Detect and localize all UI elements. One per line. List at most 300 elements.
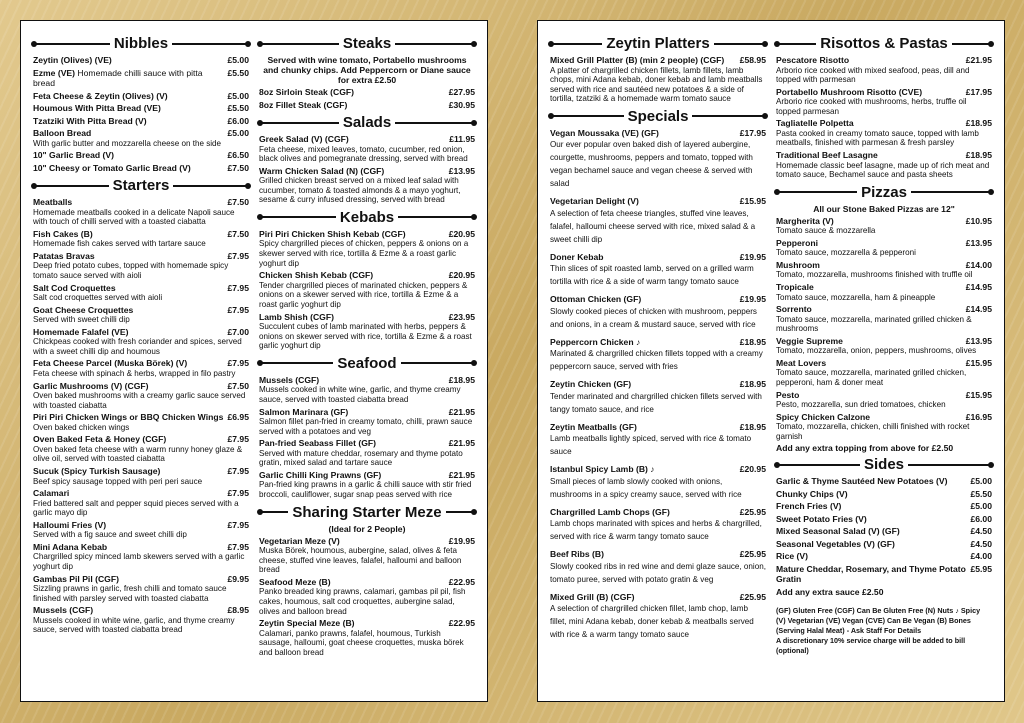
item-name [259,407,348,418]
item-name-text: Mixed Grill (B) (CGF) [550,591,635,602]
item-price: £14.95 [965,304,992,315]
item-name [776,150,878,161]
menu-item [33,542,249,572]
menu-item-row [550,464,766,475]
menu-item [33,381,249,411]
item-price: £17.95 [965,86,992,97]
heading-rule [398,216,475,218]
section-title: Salads [342,114,392,131]
item-name [33,116,147,127]
menu-item-row [776,238,992,249]
item-description: Succulent cubes of lamb marinated with herbs, peppers & onions on skewer served with rice, tortilla & Ezme & a roast garlic yoghurt dip [259,322,472,351]
menu-item [776,304,992,334]
item-name [259,100,347,111]
item-price: £4.50 [970,538,992,549]
item-price: £7.95 [227,282,249,293]
section-note: Add any extra topping from above for £2.50 [776,443,954,454]
menu-item [33,251,249,281]
menu-item [776,55,992,85]
menu-item-row [259,577,475,588]
menu-item-row [259,407,475,418]
item-price: £7.50 [227,228,249,239]
item-price: £7.00 [227,326,249,337]
heading-rule [33,43,110,45]
item-name [33,283,116,294]
item-name-text: Pepperoni [776,237,819,248]
item-price: £7.95 [227,466,249,476]
item-price: £4.50 [970,526,992,537]
item-name [776,514,867,525]
menu-item-row [259,536,475,547]
menu-item-row [550,507,766,518]
heading-rule [259,43,339,45]
item-description: Oven baked chicken wings [33,422,130,432]
item-price: £23.95 [448,311,475,322]
menu-item [259,87,475,98]
section-title: Starters [112,177,170,195]
legend-line: (Serving Halal Meat) - Ask Staff For Details [776,625,922,635]
item-name [776,412,870,423]
menu-item [33,283,249,303]
menu-item-row [550,252,766,263]
item-name [33,197,72,208]
heading-rule [259,362,333,364]
item-price: £20.95 [448,228,475,239]
menu-item-row [550,379,766,390]
item-name-text: Doner Kebab [550,251,604,262]
heading-rule [259,122,339,124]
item-name-text: Mushroom [776,259,820,270]
heading-rule [550,115,624,117]
menu-item [33,520,249,540]
item-name [259,438,376,449]
item-name-text: Veggie Supreme [776,335,843,346]
item-description: Served with sweet chilli dip [33,315,130,325]
menu-item [776,390,992,410]
menu-item-row [776,260,992,271]
column-4 [776,33,992,693]
menu-item-row [776,358,992,369]
menu-item-row [33,412,249,423]
item-name-text: Greek Salad (V) (CGF) [259,134,349,144]
item-name-text: Portabello Mushroom Risotto (CVE) [776,86,923,97]
menu-item [776,87,992,117]
item-description: Tomato sauce & mozzarella [776,226,876,236]
menu-item-row [33,283,249,294]
section-heading [776,184,992,201]
item-name [259,577,331,588]
item-name [33,128,91,139]
section-starters [33,175,249,637]
item-name [776,238,818,249]
item-price: £5.00 [227,90,249,101]
item-price: £5.00 [227,55,249,65]
menu-item [776,238,992,258]
menu-item [33,116,249,127]
item-name [33,358,187,369]
item-name [776,476,947,487]
item-name-text: Tzatziki With Pitta Bread (V) [33,115,147,126]
menu-item [550,337,766,374]
item-price: £18.95 [448,374,475,385]
item-description: Calamari, panko prawns, falafel, houmous, Turkish sausage, halloumi, goat cheese croquettes, muska börek and balloon bread [259,628,464,657]
menu-item [33,163,249,174]
item-name [33,434,166,445]
item-price: £13.95 [965,335,992,346]
item-name [33,103,161,114]
heading-rule [714,43,766,45]
menu-item-row [33,68,249,89]
heading-rule [776,43,816,45]
item-name [259,87,354,98]
item-name [33,381,149,392]
menu-item-row [259,470,475,481]
item-price: £7.50 [227,162,249,173]
item-price: £9.95 [227,573,249,584]
menu-item [776,526,992,537]
heading-rule [776,464,860,466]
item-name-text: Houmous With Pitta Bread (VE) [33,103,161,113]
item-price: £5.00 [970,501,992,512]
item-price: £21.95 [448,406,475,417]
menu-item [33,150,249,161]
item-price: £6.95 [227,412,249,423]
item-name-text: Zeytin Chicken (GF) [550,379,632,390]
item-name [550,55,724,66]
menu-item-row [33,163,249,174]
item-name-text: Tropicale [776,282,814,293]
item-price: £7.95 [227,434,249,445]
item-name [550,337,640,348]
item-description: With garlic butter and mozzarella cheese on the side [33,138,222,148]
heading-rule [911,191,992,193]
menu-item [259,100,475,111]
menu-item [33,197,249,227]
section-title: Nibbles [113,35,169,52]
menu-item [550,294,766,331]
item-description: Tomato, mozzarella, onion, peppers, mushrooms, olives [776,346,977,356]
item-description: Sizzling prawns in garlic, fresh chilli and tomato sauce finished with parsley served with toasted ciabatta [33,584,227,603]
item-name-text: Pesto [776,389,800,400]
menu-item [259,536,475,575]
item-price: £58.95 [739,55,766,65]
menu-item [33,305,249,325]
menu-item [776,216,992,236]
menu-page-left [20,20,488,702]
item-description: Arborio rice cooked with mixed seafood, peas, dill and topped with parmesan [776,65,970,85]
item-name [776,390,799,401]
item-name-text: Rice (V) [776,551,808,562]
item-name [550,549,604,560]
item-name [550,379,631,390]
menu-item [776,150,992,180]
menu-item [550,252,766,289]
item-price: £5.95 [970,563,992,574]
item-name-text: Mussels (CGF) [259,374,320,385]
item-description: Pesto, mozzarella, sun dried tomatoes, chicken [776,400,946,410]
menu-item [33,466,249,486]
item-name-text: Seasonal Vegetables (V) (GF) [776,538,895,549]
item-name [33,251,95,262]
menu-item-row [259,134,475,145]
item-name-text: Meatballs [33,197,73,208]
menu-item [259,618,475,657]
item-price: £20.95 [448,270,475,281]
item-name-text: Chunky Chips (V) [776,488,848,499]
item-name [33,150,114,161]
item-description: Homemade fish cakes served with tartare sauce [33,239,206,249]
item-price: £6.00 [970,513,992,524]
item-price: £15.95 [965,357,992,368]
item-description: Tender chargrilled pieces of marinated chicken, peppers & onions on a skewer served with rice, tortilla & Ezme & a roast garlic yoghurt dip [259,280,468,309]
item-description: Tomato sauce, mozzarella & pepperoni [776,248,916,258]
item-price: £18.95 [739,336,766,347]
section-title: Sides [863,456,905,474]
item-name [776,304,812,315]
menu-item-row [550,592,766,603]
menu-item-row [33,150,249,161]
heading-rule [952,43,992,45]
section-title: Pizzas [861,183,907,201]
menu-item-row [550,422,766,433]
item-name-text: Goat Cheese Croquettes [33,304,134,315]
item-price: £6.50 [227,150,249,161]
section-subtitle: (Ideal for 2 People) [328,523,406,534]
item-name [259,270,373,281]
menu-item-row [259,270,475,281]
menu-item-row [776,390,992,401]
heading-rule [172,43,249,45]
menu-item-row [33,434,249,445]
item-price: £25.95 [739,549,766,560]
item-name-text: Mussels (CGF) [33,605,94,616]
menu-item [33,412,249,432]
section-subtitle: All our Stone Baked Pizzas are 12" [813,203,955,214]
menu-item [259,270,475,309]
heading-rule [259,216,336,218]
item-name-text: Zeytin Special Meze (B) [259,618,355,629]
item-price: £30.95 [448,99,475,110]
menu-item [776,564,992,585]
menu-item-row [776,476,992,487]
item-name [550,196,639,207]
menu-item [33,574,249,604]
item-price: £6.00 [227,115,249,126]
item-name-text: Homemade Falafel (VE) [33,326,129,337]
item-name [776,216,834,227]
menu-item [776,336,992,356]
item-name [33,163,191,174]
item-name [33,55,112,66]
menu-item [550,507,766,544]
item-name-text: Salmon Marinara (GF) [259,406,349,417]
menu-item-row [33,488,249,499]
item-name-text: Peppercorn Chicken ♪ [550,336,641,347]
item-name [33,412,223,423]
menu-item-row [33,542,249,553]
menu-item-row [776,564,992,585]
menu-item [776,260,992,280]
item-name-text: Istanbul Spicy Lamb (B) ♪ [550,464,655,475]
item-price: £8.95 [227,605,249,616]
item-description: Feta cheese, mixed leaves, tomato, cucumber, red onion, black olives and pomegranate dressing, served with bread [259,144,468,164]
item-price: £21.95 [448,438,475,449]
item-name-text: Ezme (VE) [33,67,76,78]
menu-item [33,229,249,249]
item-price: £18.95 [739,421,766,432]
menu-item [33,434,249,464]
item-name [776,489,848,500]
item-price: £13.95 [965,237,992,248]
item-name [776,118,854,129]
item-name [550,128,659,139]
menu-item-row [259,229,475,240]
item-name-text: Sucuk (Spicy Turkish Sausage) [33,466,161,476]
item-name [33,68,223,89]
item-name-text: Warm Chicken Salad (N) (CGF) [259,165,385,176]
menu-item [776,551,992,562]
item-price: £13.95 [448,165,475,176]
menu-item-row [259,166,475,177]
menu-item-row [33,116,249,127]
item-price: £5.50 [227,103,249,113]
item-description: Oven baked feta cheese with a warm runny honey glaze & olive oil, served with toasted ciabatta [33,444,243,464]
menu-item [259,470,475,500]
menu-item-row [550,337,766,348]
item-name [776,336,843,347]
item-price: £14.00 [965,259,992,270]
item-name [550,422,637,433]
section-subtitle: Served with wine tomato, Portabello mushrooms and chunky chips. Add Peppercorn or Diane sauce for extra £2.50 [263,55,471,85]
menu-item-row [550,128,766,139]
item-name [259,312,334,323]
item-name-text: Meat Lovers [776,357,827,368]
item-description: Pan-fried king prawns in a garlic & chilli sauce with stir fried broccoli, cauliflower, sugar snap peas served with rice [259,480,472,499]
heading-rule [776,191,857,193]
item-price: £18.95 [965,118,992,129]
item-name-text: Mixed Seasonal Salad (V) (GF) [776,526,900,537]
item-description: Served with a fig sauce and sweet chilli dip [33,530,187,540]
item-name [776,501,841,512]
item-description: Slowly cooked ribs in red wine and demi glaze sauce, onion, tomato puree, served with potato gratin & veg [550,561,766,584]
heading-rule [401,362,475,364]
section-heading [259,355,475,372]
item-name [259,134,349,145]
item-name [33,305,133,316]
section-heading [33,177,249,194]
item-name-text: Mini Adana Kebab [33,541,108,552]
menu-item-row [259,100,475,111]
item-description: Mussels cooked in white wine, garlic, and thyme creamy sauce, served with toasted ciabatta bread [33,615,235,635]
item-price: £14.95 [965,282,992,293]
item-name-text: Sorrento [776,304,812,315]
item-price: £25.95 [739,506,766,517]
menu-item [33,55,249,66]
menu-item [776,358,992,388]
item-name-text: Seafood Meze (B) [259,576,331,587]
item-name-text: Spicy Chicken Calzone [776,411,871,422]
item-price: £17.95 [739,127,766,138]
section-heading [550,35,766,52]
section-title: Risottos & Pastas [820,35,948,52]
menu-item [259,229,475,268]
menu-item-row [776,514,992,525]
menu-item [33,128,249,148]
column-1 [33,33,249,693]
item-price: £22.95 [448,576,475,587]
menu-item-row [33,55,249,66]
item-name [259,229,406,240]
item-description: A selection of feta cheese triangles, stuffed vine leaves, falafel, halloumi cheese served with rice, mixed salad & a sweet chilli dip [550,208,756,244]
item-name [776,55,849,66]
menu-item [33,327,249,357]
item-price: £16.95 [965,411,992,422]
menu-item [33,103,249,114]
item-name-text: Garlic & Thyme Sautéed New Potatoes (V) [776,476,948,487]
menu-item-row [776,216,992,227]
section-note: Add any extra sauce £2.50 [776,586,884,597]
item-name-text: Calamari [33,488,70,499]
menu-item [776,118,992,148]
item-description: Feta cheese with spinach & herbs, wrapped in filo pastry [33,368,236,378]
menu-item [776,476,992,487]
item-description: Oven baked mushrooms with a creamy garlic sauce served with toasted ciabatta [33,391,246,410]
item-price: £7.95 [227,541,249,552]
item-name [550,507,670,518]
item-name-text: Lamb Shish (CGF) [259,311,334,322]
item-description: Beef spicy sausage topped with peri peri sauce [33,476,203,486]
menu-item [550,196,766,246]
section-heading [259,114,475,131]
item-inline-desc: Homemade chilli sauce with pitta bread [33,67,203,88]
item-description: Homemade meatballs cooked in a delicate Napoli sauce with touch of chilli served with a toasted ciabatta [33,207,235,227]
item-name-text: Tagliatelle Polpetta [776,118,854,129]
item-name-text: Feta Cheese Parcel (Muska Börek) (V) [33,358,188,369]
section-risottos [776,33,992,182]
item-name-text: Halloumi Fries (V) [33,519,107,530]
section-specials [550,106,766,648]
item-price: £15.95 [965,389,992,400]
item-price: £4.00 [970,551,992,562]
item-description: Muska Börek, houmous, aubergine, salad, olives & feta cheese, stuffed vine leaves, falafel, halloumi and balloon bread [259,546,462,575]
menu-item-row [776,501,992,512]
item-price: £19.95 [739,251,766,262]
item-name-text: 10" Cheesy or Tomato Garlic Bread (V) [33,162,191,173]
menu-page-right [537,20,1005,702]
item-name [33,605,93,616]
item-price: £5.00 [227,128,249,138]
item-description: Spicy chargrilled pieces of chicken, peppers & onions on a skewer served with rice, tortilla & Ezme & a roast garlic yoghurt dip [259,239,469,268]
menu-item [259,312,475,351]
item-description: Marinated & chargrilled chicken fillets topped with a creamy peppercorn sauce, served with fries [550,349,763,372]
item-name [550,294,641,305]
item-description: Salmon fillet pan-fried in creamy tomato, chilli, prawn sauce served with a potatoes and veg [259,417,473,436]
item-price: £10.95 [965,215,992,226]
menu-item [33,91,249,102]
item-name-text: Sweet Potato Fries (V) [776,513,867,524]
item-name-text: Ottoman Chicken (GF) [550,294,642,305]
item-description: Lamb meatballs lightly spiced, served with rice & tomato sauce [550,434,752,457]
item-name [776,564,966,585]
heading-rule [908,464,992,466]
item-description: Mussels cooked in white wine, garlic, and thyme creamy sauce, served with toasted ciabatta bread [259,385,461,404]
menu-item-row [550,55,766,66]
item-name-text: Mature Cheddar, Rosemary, and Thyme Potato Gratin [776,563,966,585]
item-name [550,252,603,263]
item-name [259,166,384,177]
item-name [776,539,895,550]
menu-item-row [776,551,992,562]
